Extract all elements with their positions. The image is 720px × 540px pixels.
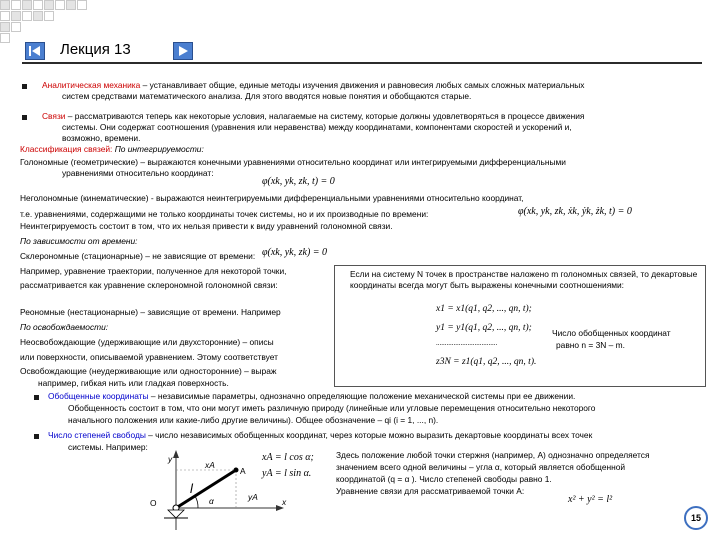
popup-eq1: x1 = x1(q1, q2, ..., qn, t); <box>436 304 532 314</box>
holonomic-line2: уравнениями относительно координат: <box>62 168 214 178</box>
example-text2: значением всего одной величины – угла α, который является обобщенной <box>336 462 626 472</box>
nav-next-button[interactable] <box>173 42 193 60</box>
diagram-label-x: x <box>282 497 287 507</box>
page-number: 15 <box>690 513 701 523</box>
bullet <box>22 84 27 89</box>
p2-line1: Связи – рассматриваются теперь как некоторые условия, налагаемые на систему, которые должны удовлетворяться в процессе движения <box>42 111 585 121</box>
popup-note2: равно n = 3N – m. <box>556 340 625 350</box>
p1-line2: систем средствами математического анализа. Для этого вводятся новые понятия и обобщаются старые. <box>62 91 472 101</box>
constraint-formula: x² + y² = l² <box>568 494 613 505</box>
release-line2: или поверхности, описываемой уравнением. Этому соответствует <box>20 352 278 362</box>
scleronomic-formula: φ(xk, yk, zk) = 0 <box>262 247 328 258</box>
generalized-line1: Обобщенные координаты – независимые параметры, однозначно определяющие положение механической системы при ее движении. <box>48 391 576 401</box>
release-heading: По освобождаемости: <box>20 322 109 332</box>
skip-back-icon <box>26 43 44 59</box>
dof-line1: Число степеней свободы – число независимых обобщенных координат, через которые можно выразить декартовые координаты всех точек <box>48 430 593 440</box>
nav-first-button[interactable] <box>25 42 45 60</box>
p1-line1: Аналитическая механика – устанавливает общие, единые методы изучения движения и равновесия любых самых сложных материальных <box>42 80 585 90</box>
nonholonomic-line2: т.е. уравнениями, содержащими не только координаты точек системы, но и их производные по времени: <box>20 209 429 219</box>
diagram-label-A: A <box>240 466 246 476</box>
popup-note1: Число обобщенных координат <box>552 328 671 338</box>
release-line4: например, гибкая нить или гладкая поверхность. <box>38 378 229 388</box>
nonholonomic-line1: Неголономные (кинематические) - выражаются неинтегрируемыми дифференциальными уравнениями относительно координат, <box>20 193 524 203</box>
generalized-line3: начального положения или какие-либо другие величины). Общее обозначение – qi (i = 1, ..., n). <box>68 415 439 425</box>
scleronomic-line2: Например, уравнение траектории, полученное для некоторой точки, <box>20 266 287 276</box>
term-constraints: Связи <box>42 111 66 121</box>
scleronomic-line3: рассматривается как уравнение склерономной голономной связи: <box>20 280 278 290</box>
example-text1: Здесь положение любой точки стержня (например, А) однозначно определяется <box>336 450 650 460</box>
rheonomic-line: Реономные (нестационарные) – зависящие от времени. Например <box>20 307 281 317</box>
term-generalized-coordinates: Обобщенные координаты <box>48 391 149 401</box>
generalized-line2: Обобщенность состоит в том, что они могут иметь различную природу (линейные или угловые перемещения относительно некоторого <box>68 403 596 413</box>
diagram-label-l: l <box>190 481 193 496</box>
release-line1: Неосвобождающие (удерживающие или двухсторонние) – описы <box>20 337 274 347</box>
time-dependence-heading: По зависимости от времени: <box>20 236 138 246</box>
holonomic-line1: Голономные (геометрические) – выражаются конечными уравнениями относительно координат или интегрируемыми дифференциальными <box>20 157 566 167</box>
bullet <box>34 395 39 400</box>
nonholonomic-formula: φ(xk, yk, zk, ẋk, ẏk, żk, t) = 0 <box>518 206 632 217</box>
diagram-label-O: O <box>150 498 157 508</box>
release-line3: Освобождающие (неудерживающие или односторонние) – выраж <box>20 366 277 376</box>
bullet <box>22 115 27 120</box>
diagram-label-alpha: α <box>209 496 214 506</box>
popup-dots: ................................... <box>436 339 498 347</box>
example-text4: Уравнение связи для рассматриваемой точки А: <box>336 486 525 496</box>
scleronomic-line1: Склерономные (стационарные) – не зависящие от времени: <box>20 251 256 261</box>
nonholonomic-line3: Неинтегрируемость состоит в том, что их нельзя привести к виду уравнений голономной связи. <box>20 221 393 231</box>
page-number-badge <box>684 506 708 530</box>
term-degrees-of-freedom: Число степеней свободы <box>48 430 146 440</box>
p2-line2: системы. Они содержат соотношения (уравнения или неравенства) между координатами, компонентами скоростей и ускорений и, <box>62 122 572 132</box>
holonomic-formula: φ(xk, yk, zk, t) = 0 <box>262 176 335 187</box>
title-underline <box>22 62 702 64</box>
popup-text: Если на систему N точек в пространстве наложено m голономных связей, то декартовые координаты всегда могут быть выражены конечными соотношениями: <box>350 269 698 290</box>
popup-eq3: z3N = z1(q1, q2, ..., qn, t). <box>436 357 537 367</box>
diagram-label-xA: xA <box>205 460 215 470</box>
popup-eq2: y1 = y1(q1, q2, ..., qn, t); <box>436 323 532 333</box>
example-eq1: xA = l cos α; <box>262 452 314 463</box>
diagram-label-y: y <box>168 454 173 464</box>
p2-line3: возможно, времени. <box>62 133 141 143</box>
dof-line2: системы. Например: <box>68 442 148 452</box>
example-text3: координатой (q = α ). Число степеней свободы равно 1. <box>336 474 552 484</box>
example-eq2: yA = l sin α. <box>262 468 312 479</box>
diagram-label-yA: yA <box>248 492 258 502</box>
term-analytical-mechanics: Аналитическая механика <box>42 80 141 90</box>
page-title: Лекция 13 <box>60 41 131 58</box>
play-icon <box>174 43 192 59</box>
bullet <box>34 434 39 439</box>
classification-heading: Классификация связей: По интегрируемости: <box>20 144 204 154</box>
